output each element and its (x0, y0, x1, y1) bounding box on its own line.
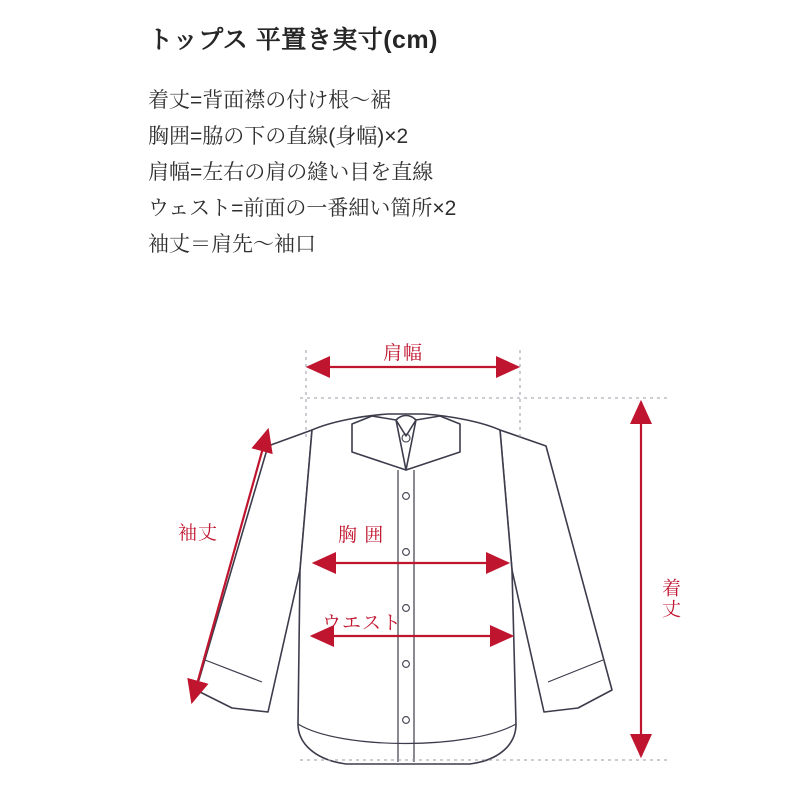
legend-item-chest: 胸囲=脇の下の直線(身幅)×2 (148, 125, 409, 148)
legend-item-shoulder: 肩幅=左右の肩の縫い目を直線 (148, 161, 434, 184)
legend-item-body-length: 着丈=背面襟の付け根〜裾 (148, 89, 392, 112)
shirt-diagram (0, 320, 800, 800)
label-chest: 胸 囲 (338, 525, 385, 546)
page-title: トップス 平置き実寸(cm) (148, 26, 438, 54)
label-sleeve-length: 袖丈 (178, 523, 219, 544)
legend-item-waist: ウェスト=前面の一番細い箇所×2 (148, 197, 457, 220)
label-body-length: 着丈 (659, 578, 680, 620)
legend-item-sleeve: 袖丈＝肩先〜袖口 (148, 233, 316, 256)
label-shoulder-width: 肩幅 (383, 343, 424, 364)
shirt-diagram-svg (0, 320, 800, 800)
label-waist: ウエスト (322, 613, 403, 634)
legend-list (148, 83, 456, 263)
